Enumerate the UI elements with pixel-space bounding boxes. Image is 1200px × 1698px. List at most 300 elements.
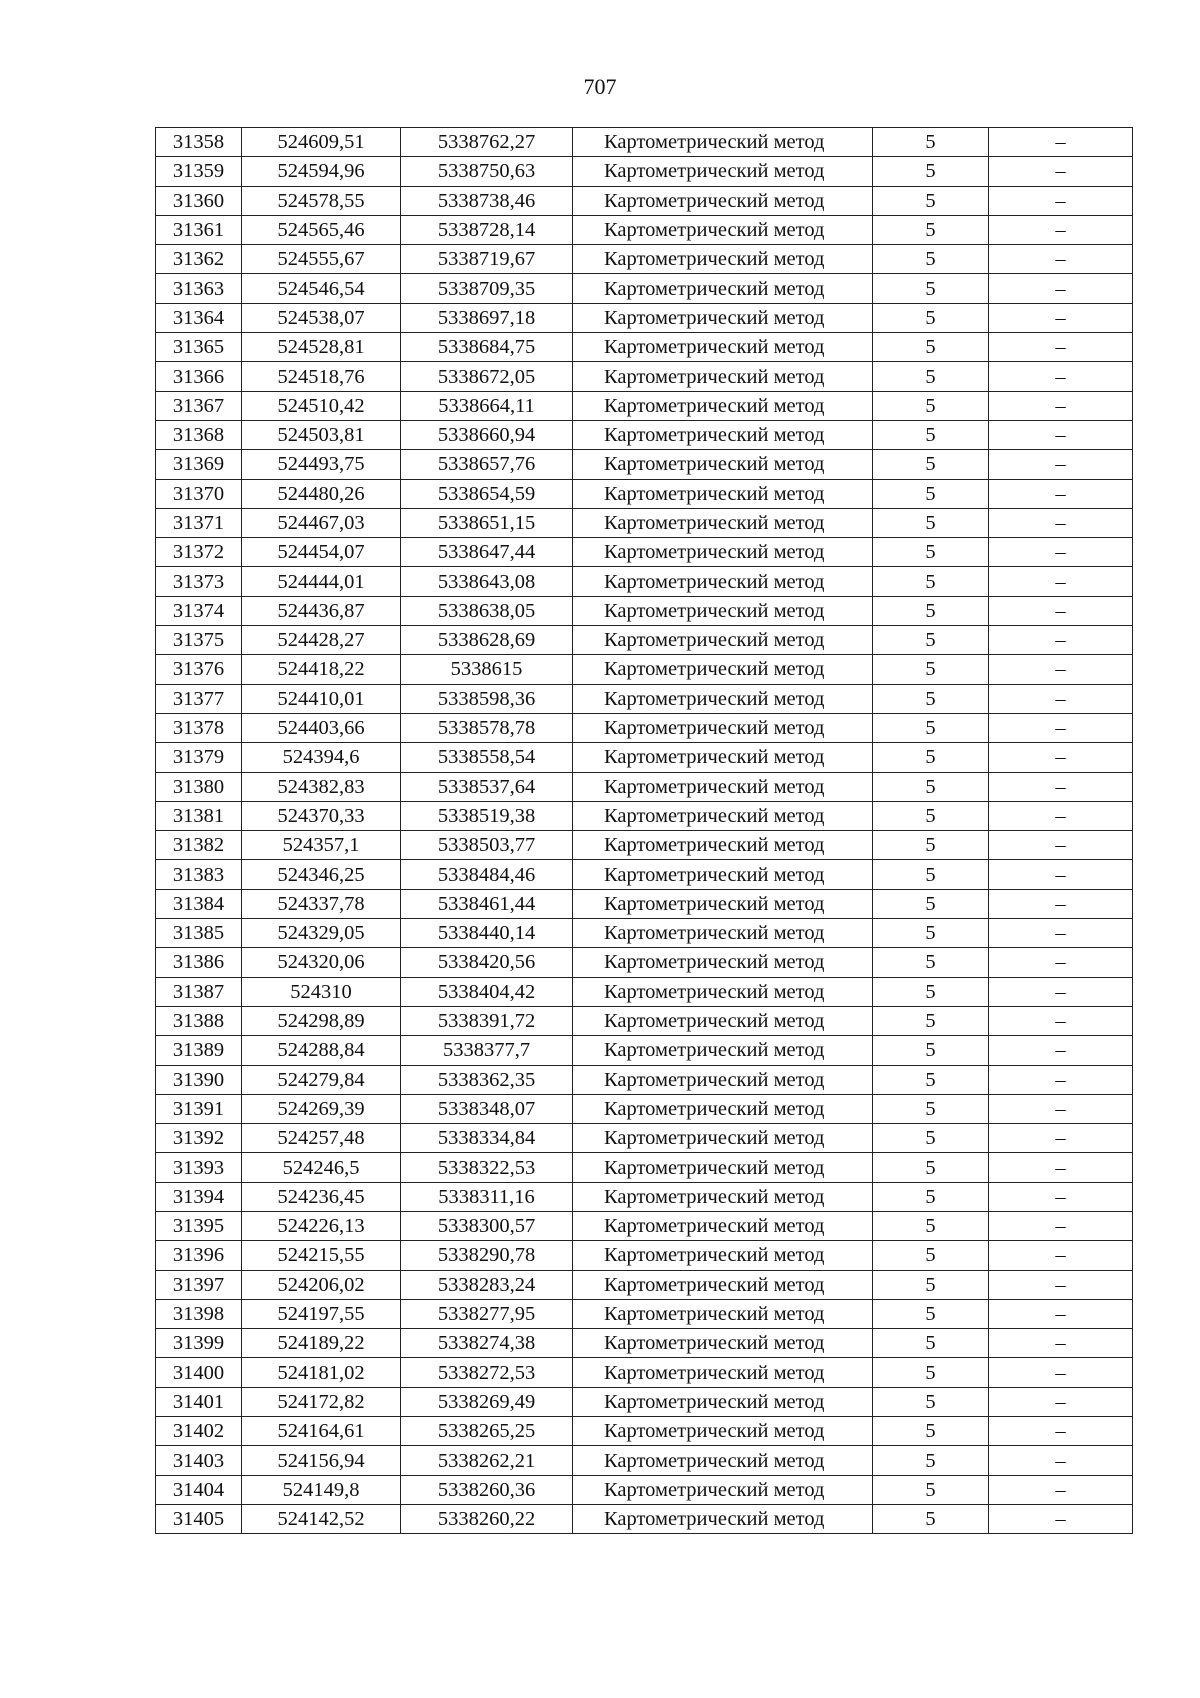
note-cell: – bbox=[989, 1299, 1133, 1328]
table-row bbox=[156, 567, 1133, 596]
method-cell: Картометрический метод bbox=[573, 538, 873, 567]
point-number-cell: 31398 bbox=[156, 1299, 242, 1328]
x-coordinate-cell: 524503,81 bbox=[242, 420, 401, 449]
point-number-cell: 31382 bbox=[156, 831, 242, 860]
accuracy-cell: 5 bbox=[873, 655, 989, 684]
table-row bbox=[156, 128, 1133, 157]
point-number-cell: 31401 bbox=[156, 1387, 242, 1416]
note-cell: – bbox=[989, 977, 1133, 1006]
x-coordinate-cell: 524528,81 bbox=[242, 333, 401, 362]
table-row bbox=[156, 889, 1133, 918]
y-coordinate-cell: 5338537,64 bbox=[401, 772, 573, 801]
accuracy-cell: 5 bbox=[873, 1387, 989, 1416]
accuracy-cell: 5 bbox=[873, 626, 989, 655]
point-number-cell: 31373 bbox=[156, 567, 242, 596]
point-number-cell: 31395 bbox=[156, 1211, 242, 1240]
y-coordinate-cell: 5338269,49 bbox=[401, 1387, 573, 1416]
method-cell: Картометрический метод bbox=[573, 420, 873, 449]
method-cell: Картометрический метод bbox=[573, 1504, 873, 1533]
accuracy-cell: 5 bbox=[873, 1299, 989, 1328]
accuracy-cell: 5 bbox=[873, 333, 989, 362]
method-cell: Картометрический метод bbox=[573, 274, 873, 303]
x-coordinate-cell: 524565,46 bbox=[242, 215, 401, 244]
point-number-cell: 31360 bbox=[156, 186, 242, 215]
table-row bbox=[156, 1387, 1133, 1416]
table-row bbox=[156, 860, 1133, 889]
accuracy-cell: 5 bbox=[873, 860, 989, 889]
method-cell: Картометрический метод bbox=[573, 1446, 873, 1475]
method-cell: Картометрический метод bbox=[573, 1417, 873, 1446]
point-number-cell: 31385 bbox=[156, 919, 242, 948]
table-row bbox=[156, 1329, 1133, 1358]
point-number-cell: 31368 bbox=[156, 420, 242, 449]
x-coordinate-cell: 524226,13 bbox=[242, 1211, 401, 1240]
x-coordinate-cell: 524189,22 bbox=[242, 1329, 401, 1358]
point-number-cell: 31377 bbox=[156, 684, 242, 713]
accuracy-cell: 5 bbox=[873, 948, 989, 977]
method-cell: Картометрический метод bbox=[573, 1241, 873, 1270]
accuracy-cell: 5 bbox=[873, 919, 989, 948]
table-row bbox=[156, 1094, 1133, 1123]
note-cell: – bbox=[989, 391, 1133, 420]
method-cell: Картометрический метод bbox=[573, 772, 873, 801]
coordinates-table bbox=[155, 127, 1133, 1534]
y-coordinate-cell: 5338657,76 bbox=[401, 450, 573, 479]
method-cell: Картометрический метод bbox=[573, 743, 873, 772]
y-coordinate-cell: 5338558,54 bbox=[401, 743, 573, 772]
method-cell: Картометрический метод bbox=[573, 919, 873, 948]
point-number-cell: 31376 bbox=[156, 655, 242, 684]
point-number-cell: 31403 bbox=[156, 1446, 242, 1475]
point-number-cell: 31365 bbox=[156, 333, 242, 362]
y-coordinate-cell: 5338262,21 bbox=[401, 1446, 573, 1475]
note-cell: – bbox=[989, 1036, 1133, 1065]
accuracy-cell: 5 bbox=[873, 743, 989, 772]
accuracy-cell: 5 bbox=[873, 1358, 989, 1387]
note-cell: – bbox=[989, 333, 1133, 362]
y-coordinate-cell: 5338265,25 bbox=[401, 1417, 573, 1446]
table-row bbox=[156, 1475, 1133, 1504]
table-row bbox=[156, 831, 1133, 860]
y-coordinate-cell: 5338484,46 bbox=[401, 860, 573, 889]
x-coordinate-cell: 524181,02 bbox=[242, 1358, 401, 1387]
note-cell: – bbox=[989, 801, 1133, 830]
note-cell: – bbox=[989, 450, 1133, 479]
method-cell: Картометрический метод bbox=[573, 1094, 873, 1123]
method-cell: Картометрический метод bbox=[573, 977, 873, 1006]
table-row bbox=[156, 1182, 1133, 1211]
table-row bbox=[156, 655, 1133, 684]
table-row bbox=[156, 1006, 1133, 1035]
point-number-cell: 31389 bbox=[156, 1036, 242, 1065]
accuracy-cell: 5 bbox=[873, 1270, 989, 1299]
note-cell: – bbox=[989, 186, 1133, 215]
y-coordinate-cell: 5338274,38 bbox=[401, 1329, 573, 1358]
accuracy-cell: 5 bbox=[873, 1446, 989, 1475]
note-cell: – bbox=[989, 1211, 1133, 1240]
note-cell: – bbox=[989, 538, 1133, 567]
y-coordinate-cell: 5338738,46 bbox=[401, 186, 573, 215]
note-cell: – bbox=[989, 1417, 1133, 1446]
table-row bbox=[156, 420, 1133, 449]
accuracy-cell: 5 bbox=[873, 1153, 989, 1182]
x-coordinate-cell: 524594,96 bbox=[242, 157, 401, 186]
accuracy-cell: 5 bbox=[873, 713, 989, 742]
x-coordinate-cell: 524164,61 bbox=[242, 1417, 401, 1446]
method-cell: Картометрический метод bbox=[573, 596, 873, 625]
y-coordinate-cell: 5338697,18 bbox=[401, 303, 573, 332]
accuracy-cell: 5 bbox=[873, 831, 989, 860]
note-cell: – bbox=[989, 1475, 1133, 1504]
method-cell: Картометрический метод bbox=[573, 831, 873, 860]
method-cell: Картометрический метод bbox=[573, 889, 873, 918]
table-row bbox=[156, 1504, 1133, 1533]
method-cell: Картометрический метод bbox=[573, 1387, 873, 1416]
point-number-cell: 31405 bbox=[156, 1504, 242, 1533]
y-coordinate-cell: 5338404,42 bbox=[401, 977, 573, 1006]
accuracy-cell: 5 bbox=[873, 801, 989, 830]
x-coordinate-cell: 524357,1 bbox=[242, 831, 401, 860]
table-row bbox=[156, 333, 1133, 362]
x-coordinate-cell: 524346,25 bbox=[242, 860, 401, 889]
x-coordinate-cell: 524444,01 bbox=[242, 567, 401, 596]
x-coordinate-cell: 524510,42 bbox=[242, 391, 401, 420]
point-number-cell: 31363 bbox=[156, 274, 242, 303]
point-number-cell: 31393 bbox=[156, 1153, 242, 1182]
table-row bbox=[156, 596, 1133, 625]
point-number-cell: 31400 bbox=[156, 1358, 242, 1387]
y-coordinate-cell: 5338377,7 bbox=[401, 1036, 573, 1065]
method-cell: Картометрический метод bbox=[573, 1006, 873, 1035]
accuracy-cell: 5 bbox=[873, 186, 989, 215]
note-cell: – bbox=[989, 1006, 1133, 1035]
note-cell: – bbox=[989, 245, 1133, 274]
x-coordinate-cell: 524288,84 bbox=[242, 1036, 401, 1065]
method-cell: Картометрический метод bbox=[573, 1329, 873, 1358]
accuracy-cell: 5 bbox=[873, 1417, 989, 1446]
x-coordinate-cell: 524436,87 bbox=[242, 596, 401, 625]
point-number-cell: 31399 bbox=[156, 1329, 242, 1358]
table-row bbox=[156, 157, 1133, 186]
method-cell: Картометрический метод bbox=[573, 1182, 873, 1211]
note-cell: – bbox=[989, 157, 1133, 186]
accuracy-cell: 5 bbox=[873, 479, 989, 508]
note-cell: – bbox=[989, 1270, 1133, 1299]
x-coordinate-cell: 524257,48 bbox=[242, 1124, 401, 1153]
table-row bbox=[156, 508, 1133, 537]
accuracy-cell: 5 bbox=[873, 1006, 989, 1035]
table-row bbox=[156, 1153, 1133, 1182]
x-coordinate-cell: 524370,33 bbox=[242, 801, 401, 830]
accuracy-cell: 5 bbox=[873, 1036, 989, 1065]
point-number-cell: 31371 bbox=[156, 508, 242, 537]
x-coordinate-cell: 524546,54 bbox=[242, 274, 401, 303]
x-coordinate-cell: 524149,8 bbox=[242, 1475, 401, 1504]
table-row bbox=[156, 479, 1133, 508]
point-number-cell: 31383 bbox=[156, 860, 242, 889]
y-coordinate-cell: 5338664,11 bbox=[401, 391, 573, 420]
note-cell: – bbox=[989, 772, 1133, 801]
x-coordinate-cell: 524172,82 bbox=[242, 1387, 401, 1416]
note-cell: – bbox=[989, 1065, 1133, 1094]
y-coordinate-cell: 5338750,63 bbox=[401, 157, 573, 186]
method-cell: Картометрический метод bbox=[573, 1358, 873, 1387]
method-cell: Картометрический метод bbox=[573, 479, 873, 508]
method-cell: Картометрический метод bbox=[573, 391, 873, 420]
x-coordinate-cell: 524578,55 bbox=[242, 186, 401, 215]
point-number-cell: 31380 bbox=[156, 772, 242, 801]
x-coordinate-cell: 524320,06 bbox=[242, 948, 401, 977]
y-coordinate-cell: 5338277,95 bbox=[401, 1299, 573, 1328]
x-coordinate-cell: 524418,22 bbox=[242, 655, 401, 684]
method-cell: Картометрический метод bbox=[573, 215, 873, 244]
method-cell: Картометрический метод bbox=[573, 1124, 873, 1153]
point-number-cell: 31367 bbox=[156, 391, 242, 420]
accuracy-cell: 5 bbox=[873, 391, 989, 420]
note-cell: – bbox=[989, 1387, 1133, 1416]
method-cell: Картометрический метод bbox=[573, 450, 873, 479]
table-row bbox=[156, 919, 1133, 948]
method-cell: Картометрический метод bbox=[573, 186, 873, 215]
note-cell: – bbox=[989, 713, 1133, 742]
point-number-cell: 31394 bbox=[156, 1182, 242, 1211]
note-cell: – bbox=[989, 626, 1133, 655]
note-cell: – bbox=[989, 919, 1133, 948]
note-cell: – bbox=[989, 479, 1133, 508]
note-cell: – bbox=[989, 1153, 1133, 1182]
y-coordinate-cell: 5338615 bbox=[401, 655, 573, 684]
x-coordinate-cell: 524236,45 bbox=[242, 1182, 401, 1211]
table-row bbox=[156, 450, 1133, 479]
x-coordinate-cell: 524246,5 bbox=[242, 1153, 401, 1182]
table-row bbox=[156, 538, 1133, 567]
table-row bbox=[156, 772, 1133, 801]
x-coordinate-cell: 524215,55 bbox=[242, 1241, 401, 1270]
point-number-cell: 31397 bbox=[156, 1270, 242, 1299]
method-cell: Картометрический метод bbox=[573, 1036, 873, 1065]
x-coordinate-cell: 524609,51 bbox=[242, 128, 401, 157]
table-row bbox=[156, 245, 1133, 274]
x-coordinate-cell: 524538,07 bbox=[242, 303, 401, 332]
table-row bbox=[156, 1446, 1133, 1475]
table-row bbox=[156, 1358, 1133, 1387]
x-coordinate-cell: 524394,6 bbox=[242, 743, 401, 772]
method-cell: Картометрический метод bbox=[573, 1475, 873, 1504]
note-cell: – bbox=[989, 889, 1133, 918]
point-number-cell: 31402 bbox=[156, 1417, 242, 1446]
note-cell: – bbox=[989, 1094, 1133, 1123]
y-coordinate-cell: 5338283,24 bbox=[401, 1270, 573, 1299]
table-row bbox=[156, 186, 1133, 215]
x-coordinate-cell: 524428,27 bbox=[242, 626, 401, 655]
accuracy-cell: 5 bbox=[873, 1504, 989, 1533]
point-number-cell: 31386 bbox=[156, 948, 242, 977]
accuracy-cell: 5 bbox=[873, 596, 989, 625]
note-cell: – bbox=[989, 567, 1133, 596]
point-number-cell: 31372 bbox=[156, 538, 242, 567]
accuracy-cell: 5 bbox=[873, 362, 989, 391]
table-row bbox=[156, 684, 1133, 713]
y-coordinate-cell: 5338709,35 bbox=[401, 274, 573, 303]
x-coordinate-cell: 524269,39 bbox=[242, 1094, 401, 1123]
note-cell: – bbox=[989, 1446, 1133, 1475]
method-cell: Картометрический метод bbox=[573, 655, 873, 684]
accuracy-cell: 5 bbox=[873, 450, 989, 479]
accuracy-cell: 5 bbox=[873, 1475, 989, 1504]
x-coordinate-cell: 524555,67 bbox=[242, 245, 401, 274]
y-coordinate-cell: 5338643,08 bbox=[401, 567, 573, 596]
x-coordinate-cell: 524298,89 bbox=[242, 1006, 401, 1035]
note-cell: – bbox=[989, 1241, 1133, 1270]
table-row bbox=[156, 1270, 1133, 1299]
table-row bbox=[156, 1417, 1133, 1446]
accuracy-cell: 5 bbox=[873, 245, 989, 274]
method-cell: Картометрический метод bbox=[573, 508, 873, 537]
page-number: 707 bbox=[583, 74, 617, 99]
point-number-cell: 31361 bbox=[156, 215, 242, 244]
note-cell: – bbox=[989, 743, 1133, 772]
point-number-cell: 31358 bbox=[156, 128, 242, 157]
x-coordinate-cell: 524329,05 bbox=[242, 919, 401, 948]
point-number-cell: 31359 bbox=[156, 157, 242, 186]
table-row bbox=[156, 215, 1133, 244]
accuracy-cell: 5 bbox=[873, 508, 989, 537]
point-number-cell: 31381 bbox=[156, 801, 242, 830]
point-number-cell: 31370 bbox=[156, 479, 242, 508]
y-coordinate-cell: 5338654,59 bbox=[401, 479, 573, 508]
method-cell: Картометрический метод bbox=[573, 948, 873, 977]
point-number-cell: 31362 bbox=[156, 245, 242, 274]
y-coordinate-cell: 5338334,84 bbox=[401, 1124, 573, 1153]
accuracy-cell: 5 bbox=[873, 889, 989, 918]
note-cell: – bbox=[989, 1329, 1133, 1358]
point-number-cell: 31387 bbox=[156, 977, 242, 1006]
table-row bbox=[156, 1124, 1133, 1153]
note-cell: – bbox=[989, 362, 1133, 391]
table-row bbox=[156, 1036, 1133, 1065]
y-coordinate-cell: 5338638,05 bbox=[401, 596, 573, 625]
note-cell: – bbox=[989, 948, 1133, 977]
accuracy-cell: 5 bbox=[873, 1241, 989, 1270]
x-coordinate-cell: 524518,76 bbox=[242, 362, 401, 391]
note-cell: – bbox=[989, 1124, 1133, 1153]
note-cell: – bbox=[989, 655, 1133, 684]
y-coordinate-cell: 5338598,36 bbox=[401, 684, 573, 713]
method-cell: Картометрический метод bbox=[573, 157, 873, 186]
y-coordinate-cell: 5338260,22 bbox=[401, 1504, 573, 1533]
point-number-cell: 31366 bbox=[156, 362, 242, 391]
y-coordinate-cell: 5338391,72 bbox=[401, 1006, 573, 1035]
x-coordinate-cell: 524454,07 bbox=[242, 538, 401, 567]
x-coordinate-cell: 524467,03 bbox=[242, 508, 401, 537]
method-cell: Картометрический метод bbox=[573, 684, 873, 713]
x-coordinate-cell: 524480,26 bbox=[242, 479, 401, 508]
note-cell: – bbox=[989, 508, 1133, 537]
y-coordinate-cell: 5338322,53 bbox=[401, 1153, 573, 1182]
method-cell: Картометрический метод bbox=[573, 1211, 873, 1240]
table-row bbox=[156, 1065, 1133, 1094]
point-number-cell: 31384 bbox=[156, 889, 242, 918]
table-row bbox=[156, 1299, 1133, 1328]
y-coordinate-cell: 5338578,78 bbox=[401, 713, 573, 742]
accuracy-cell: 5 bbox=[873, 1094, 989, 1123]
note-cell: – bbox=[989, 420, 1133, 449]
x-coordinate-cell: 524156,94 bbox=[242, 1446, 401, 1475]
y-coordinate-cell: 5338290,78 bbox=[401, 1241, 573, 1270]
table-row bbox=[156, 801, 1133, 830]
method-cell: Картометрический метод bbox=[573, 567, 873, 596]
table-row bbox=[156, 713, 1133, 742]
y-coordinate-cell: 5338728,14 bbox=[401, 215, 573, 244]
x-coordinate-cell: 524403,66 bbox=[242, 713, 401, 742]
table-body bbox=[156, 128, 1133, 1534]
x-coordinate-cell: 524142,52 bbox=[242, 1504, 401, 1533]
y-coordinate-cell: 5338519,38 bbox=[401, 801, 573, 830]
table-row bbox=[156, 274, 1133, 303]
table-row bbox=[156, 948, 1133, 977]
y-coordinate-cell: 5338719,67 bbox=[401, 245, 573, 274]
y-coordinate-cell: 5338272,53 bbox=[401, 1358, 573, 1387]
note-cell: – bbox=[989, 215, 1133, 244]
method-cell: Картометрический метод bbox=[573, 333, 873, 362]
note-cell: – bbox=[989, 596, 1133, 625]
note-cell: – bbox=[989, 1504, 1133, 1533]
accuracy-cell: 5 bbox=[873, 274, 989, 303]
note-cell: – bbox=[989, 684, 1133, 713]
note-cell: – bbox=[989, 303, 1133, 332]
method-cell: Картометрический метод bbox=[573, 303, 873, 332]
y-coordinate-cell: 5338672,05 bbox=[401, 362, 573, 391]
y-coordinate-cell: 5338440,14 bbox=[401, 919, 573, 948]
accuracy-cell: 5 bbox=[873, 567, 989, 596]
table-row bbox=[156, 1211, 1133, 1240]
accuracy-cell: 5 bbox=[873, 977, 989, 1006]
table-row bbox=[156, 362, 1133, 391]
point-number-cell: 31392 bbox=[156, 1124, 242, 1153]
point-number-cell: 31404 bbox=[156, 1475, 242, 1504]
point-number-cell: 31378 bbox=[156, 713, 242, 742]
method-cell: Картометрический метод bbox=[573, 801, 873, 830]
point-number-cell: 31374 bbox=[156, 596, 242, 625]
table-row bbox=[156, 743, 1133, 772]
note-cell: – bbox=[989, 274, 1133, 303]
table-row bbox=[156, 1241, 1133, 1270]
y-coordinate-cell: 5338420,56 bbox=[401, 948, 573, 977]
x-coordinate-cell: 524197,55 bbox=[242, 1299, 401, 1328]
accuracy-cell: 5 bbox=[873, 420, 989, 449]
y-coordinate-cell: 5338628,69 bbox=[401, 626, 573, 655]
table-row bbox=[156, 391, 1133, 420]
table-row bbox=[156, 977, 1133, 1006]
x-coordinate-cell: 524382,83 bbox=[242, 772, 401, 801]
accuracy-cell: 5 bbox=[873, 1065, 989, 1094]
accuracy-cell: 5 bbox=[873, 303, 989, 332]
y-coordinate-cell: 5338461,44 bbox=[401, 889, 573, 918]
method-cell: Картометрический метод bbox=[573, 128, 873, 157]
point-number-cell: 31388 bbox=[156, 1006, 242, 1035]
y-coordinate-cell: 5338362,35 bbox=[401, 1065, 573, 1094]
method-cell: Картометрический метод bbox=[573, 860, 873, 889]
point-number-cell: 31379 bbox=[156, 743, 242, 772]
y-coordinate-cell: 5338300,57 bbox=[401, 1211, 573, 1240]
method-cell: Картометрический метод bbox=[573, 1153, 873, 1182]
x-coordinate-cell: 524279,84 bbox=[242, 1065, 401, 1094]
accuracy-cell: 5 bbox=[873, 1211, 989, 1240]
method-cell: Картометрический метод bbox=[573, 1065, 873, 1094]
y-coordinate-cell: 5338647,44 bbox=[401, 538, 573, 567]
point-number-cell: 31391 bbox=[156, 1094, 242, 1123]
x-coordinate-cell: 524410,01 bbox=[242, 684, 401, 713]
